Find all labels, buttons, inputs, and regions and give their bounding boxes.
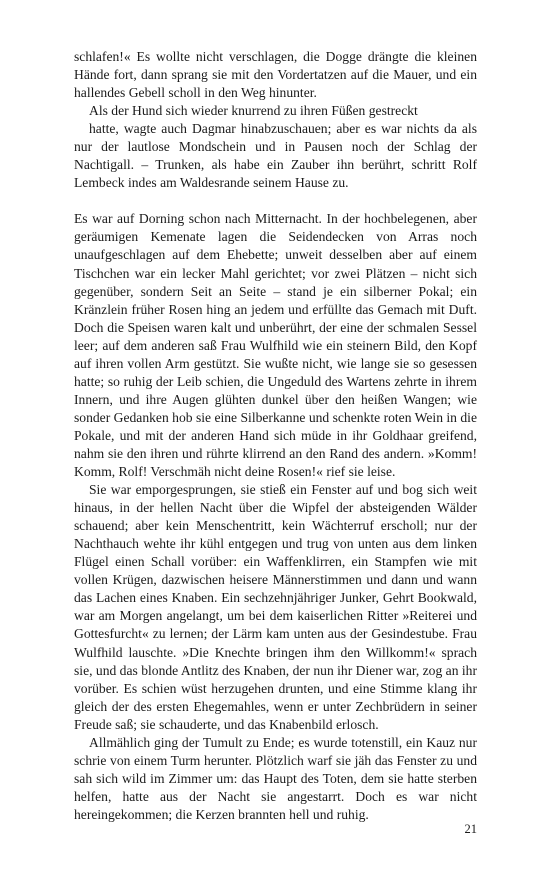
paragraph-2: Als der Hund sich wieder knurrend zu ihren Füßen gestreckt xyxy=(89,103,418,119)
paragraph-4: Es war auf Dorning schon nach Mitternacht. In der hochbelegenen, aber geräumigen Kemenate lagen die Seidendecken von Arras noch unaufgeschlagen auf dem Ehebette; unweit desselben aber auf einem Tischchen war ein lecker Mahl gerichtet; vor zwei Plätzen – nicht sich gegenüber, sondern Seit an Seite – stand je ein silberner Pokal; ein Kränzlein früher Rosen hing an jedem und erfüllte das Gemach mit Duft. Doch die Speisen waren kalt und unberührt, der eine der schmalen Sessel leer; auf dem anderen saß Frau Wulfhild wie ein steinern Bild, den Kopf auf ihren vollen Arm gestützt. Sie wußte nicht, wie lange sie so gesessen hatte; so ruhig der Leib schien, die Ungeduld des Wartens zehrte in ihrem Innern, und ihre Augen glühten dunkel über den heißen Wangen; wie sonder Gedanken hob sie eine Silberkanne und schenkte roten Wein in die Pokale, und mit der anderen Hand sich müde in ihr Goldhaar greifend, nahm sie den ihren und rührte klirrend an den Rand des andern. »Komm! Komm, Rolf! Verschmäh nicht deine Rosen!« rief sie leise. xyxy=(74,211,477,480)
paragraph-6: Allmählich ging der Tumult zu Ende; es wurde totenstill, ein Kauz nur schrie von einem Turm herunter. Plötzlich warf sie jäh das Fenster zu und sah sich wild im Zimmer um: das Haupt des Toten, dem sie hatte sterben helfen, hatte aus der Nacht sie angestarrt. Doch es war nicht hereingekommen; die Kerzen brannten hell und ruhig. xyxy=(74,734,477,822)
paragraph-3: hatte, wagte auch Dagmar hinabzuschauen; aber es war nichts da als nur der lautlose Mondschein und in Pausen noch der Schlag der Nachtigall. – Trunken, als habe ein Zauber ihn berührt, schritt Rolf Lembeck indes am Waldesrande seinem Hause zu. xyxy=(74,121,477,191)
paragraph-5: Sie war emporgesprungen, sie stieß ein Fenster auf und bog sich weit hinaus, in der hellen Nacht über die Wipfel der absteigenden Wälder schauend; aber kein Menschentritt, kein Wächterruf erscholl; nur der Nachthauch wehte ihr kühl entgegen und trug von unten aus dem linken Flügel einen Schall vorüber: ein Waffenklirren, ein Stampfen wie mit vollen Krügen, dazwischen heisere Männerstimmen und dann und wann das Lachen eines Knaben. Ein sechzehnjähriger Junker, Gehrt Bookwald, war am Morgen angelangt, um bei dem kaiserlichen Ritter »Reiterei und Gottesfurcht« zu lernen; der Lärm kam unten aus der Gesindestube. Frau Wulfhild lauschte. »Die Knechte bringen ihm den Willkomm!« sprach sie, und das blonde Antlitz des Knaben, der nun ihr Diener war, zog an ihr vorüber. Es schien wüst herzugehen drunten, und eine Stimme klang ihr gleich der des ersten Ehegemahles, wenn er unter Zechbrüdern in seiner Freude saß; sie schauderte, und das Knabenbild erlosch. xyxy=(74,482,478,732)
body-text xyxy=(74,48,477,824)
page-number: 21 xyxy=(464,822,477,836)
paragraph-1: schlafen!« Es wollte nicht verschlagen, die Dogge drängte die kleinen Hände fort, dann sprang sie mit den Vordertatzen auf die Mauer, und ein hallendes Gebell scholl in den Weg hinunter. xyxy=(74,49,477,101)
